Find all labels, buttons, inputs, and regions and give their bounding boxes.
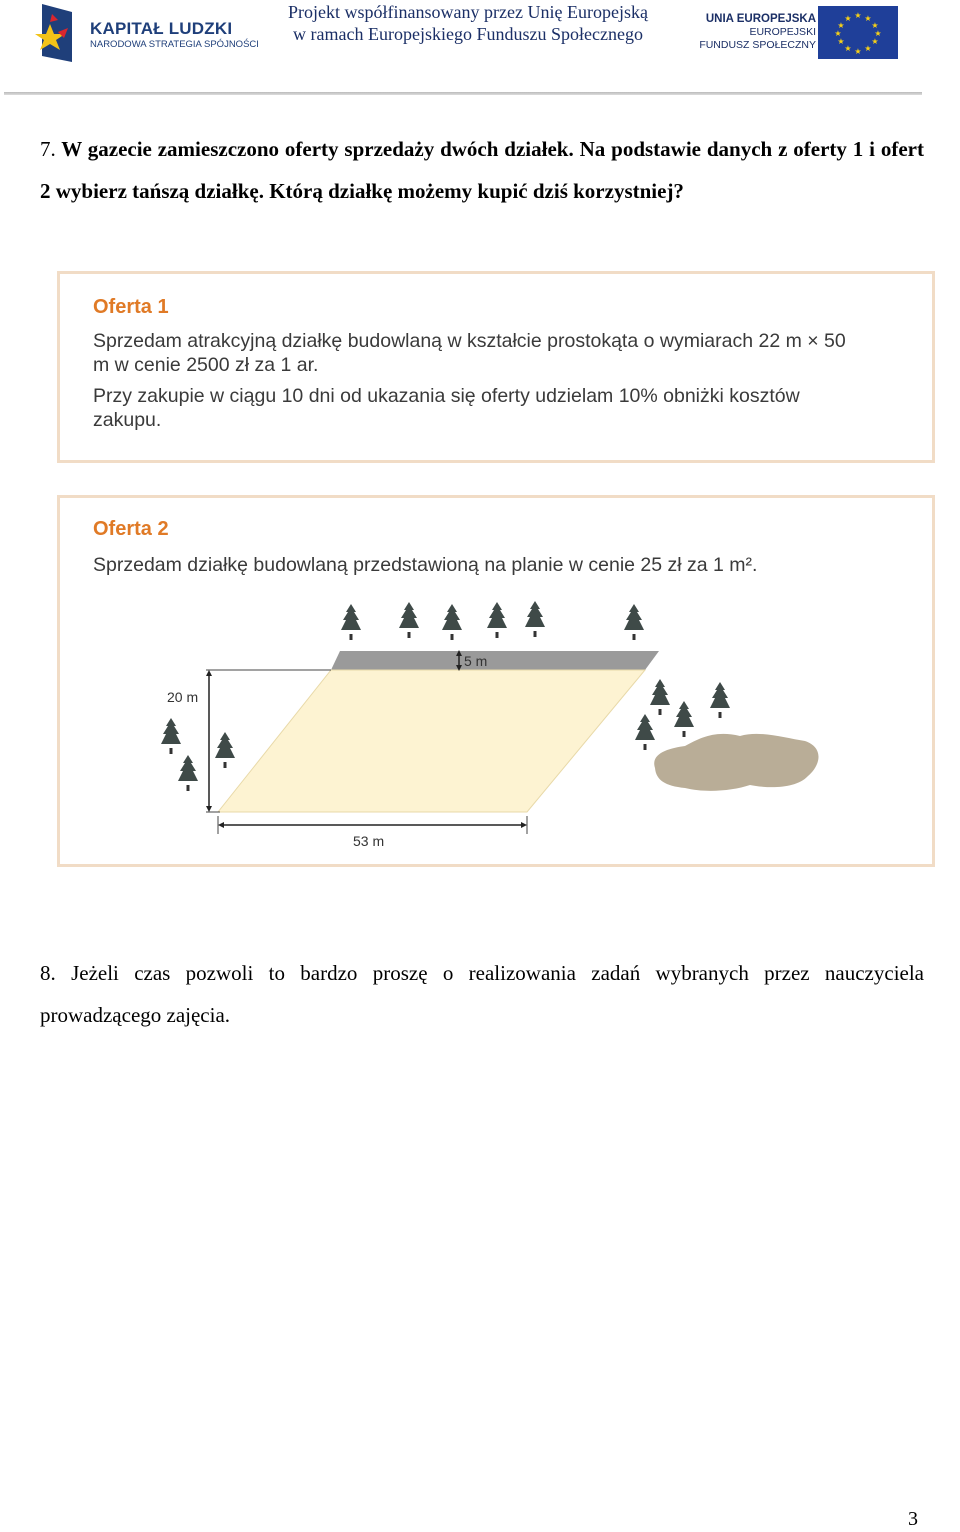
svg-text:★: ★ <box>834 29 842 38</box>
tree-icon <box>624 604 644 640</box>
ue-line-1: UNIA EUROPEJSKA <box>705 13 816 25</box>
project-line-2: w ramach Europejskiego Funduszu Społecznego <box>293 24 643 44</box>
kapital-ludzki-subtitle: NARODOWA STRATEGIA SPÓJNOŚCI <box>90 39 259 50</box>
svg-text:★: ★ <box>864 44 872 53</box>
svg-text:★: ★ <box>854 47 862 56</box>
ue-line-3: FUNDUSZ SPOŁECZNY <box>699 39 816 51</box>
tree-icon <box>525 601 545 637</box>
offer-2-box <box>57 495 935 867</box>
offer-1-paragraph-1: Sprzedam atrakcyjną działkę budowlaną w kształcie prostokąta o wymiarach 22 m × 50 m w cenie 2500 zł za 1 ar. <box>93 330 846 376</box>
tree-icon <box>161 718 181 754</box>
tree-icon <box>442 604 462 640</box>
svg-text:★: ★ <box>837 21 845 30</box>
offer-1-box <box>57 271 935 463</box>
tree-icon <box>635 714 655 750</box>
pond-shape <box>654 734 818 791</box>
offer-2-paragraph-1: Sprzedam działkę budowlaną przedstawioną na planie w cenie 25 zł za 1 m². <box>93 554 758 576</box>
offer-2-title: Oferta 2 <box>93 518 169 540</box>
tree-icon <box>650 679 670 715</box>
base-label: 53 m <box>353 833 385 849</box>
tree-icon <box>341 604 361 640</box>
tree-icon <box>215 732 235 768</box>
ue-line-2: EUROPEJSKI <box>749 26 816 38</box>
svg-text:★: ★ <box>874 29 882 38</box>
tree-icon <box>710 682 730 718</box>
tree-icon <box>487 602 507 638</box>
offer-1-title: Oferta 1 <box>93 296 169 318</box>
trees-left <box>161 718 235 791</box>
question-8-text: Jeżeli czas pozwoli to bardzo proszę o realizowania zadań wybranych przez nauczyciela prowadzącego zajęcia. <box>40 961 925 1027</box>
question-7 <box>40 128 924 212</box>
kapital-ludzki-title: KAPITAŁ LUDZKI <box>90 19 233 38</box>
question-8 <box>40 952 924 1036</box>
page-number: 3 <box>908 1508 918 1530</box>
eu-flag-icon <box>818 6 898 59</box>
svg-text:★: ★ <box>844 14 852 23</box>
svg-text:★: ★ <box>871 37 879 46</box>
svg-text:★: ★ <box>871 21 879 30</box>
question-7-text: W gazecie zamieszczono oferty sprzedaży dwóch działek. Na podstawie danych z oferty 1 i ofert 2 wybierz tańszą działkę. Którą działkę możemy kupić dziś korzystniej? <box>40 137 924 203</box>
header-divider <box>4 92 922 95</box>
svg-text:★: ★ <box>844 44 852 53</box>
svg-text:★: ★ <box>864 14 872 23</box>
offer-1-paragraph-2: Przy zakupie w ciągu 10 dni od ukazania się oferty udzielam 10% obniżki kosztów zakupu. <box>93 385 800 431</box>
road-strip <box>331 651 659 670</box>
strip-label: 5 m <box>464 653 488 669</box>
question-7-number: 7. <box>40 137 56 161</box>
svg-text:★: ★ <box>854 11 862 20</box>
height-label: 20 m <box>167 689 199 705</box>
tree-icon <box>178 755 198 791</box>
plot-plan-diagram <box>60 498 932 864</box>
base-dimension <box>218 816 527 849</box>
page-header <box>0 0 960 96</box>
tree-icon <box>674 701 694 737</box>
tree-icon <box>399 602 419 638</box>
project-line-1: Projekt współfinansowany przez Unię Europejską <box>288 2 648 22</box>
question-8-number: 8. <box>40 961 56 985</box>
svg-text:★: ★ <box>837 37 845 46</box>
trees-top <box>341 601 644 640</box>
plot-parallelogram <box>218 670 645 812</box>
